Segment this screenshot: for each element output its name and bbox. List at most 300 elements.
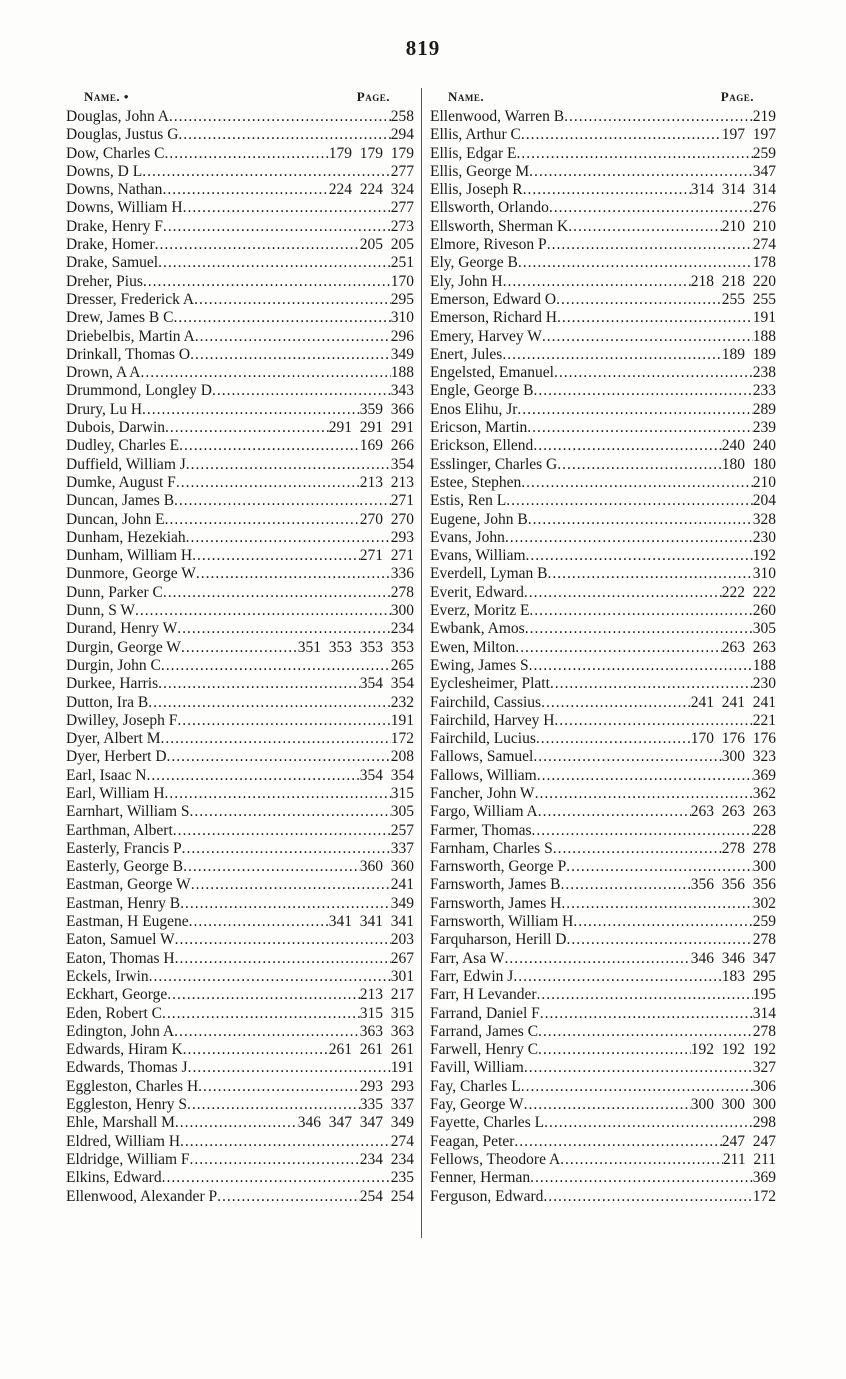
entry-name: Eastman, Henry B <box>66 894 181 912</box>
entry-name: Earthman, Albert <box>66 821 173 839</box>
entry-pages: 315 <box>390 784 414 802</box>
index-entry <box>430 145 776 163</box>
entry-pages: 278 <box>752 931 776 949</box>
dot-leader <box>174 1023 360 1041</box>
entry-name: Edington, John A <box>66 1022 175 1040</box>
entry-name: Farr, Asa W <box>430 949 505 967</box>
entry-name: Feagan, Peter <box>430 1132 515 1150</box>
dot-leader <box>556 291 722 309</box>
index-entry <box>66 511 414 529</box>
index-entry <box>430 181 776 199</box>
entry-pages: 300 <box>390 602 414 620</box>
index-entry <box>430 346 776 364</box>
index-entry <box>430 748 776 766</box>
dot-leader <box>190 1151 360 1169</box>
index-entry <box>430 401 776 419</box>
index-entry <box>66 1151 414 1169</box>
dot-leader <box>188 1059 391 1077</box>
entry-name: Eugene, John B <box>430 510 528 528</box>
dot-leader <box>186 529 391 547</box>
dot-leader <box>177 620 391 638</box>
index-entry <box>430 218 776 236</box>
entry-name: Engle, George B <box>430 382 534 400</box>
entry-pages: 221 <box>752 711 776 729</box>
entry-name: Edwards, Thomas J <box>66 1059 188 1077</box>
entry-pages: 360 360 <box>359 858 414 876</box>
entry-pages: 300 300 300 <box>690 1096 776 1114</box>
entry-pages: 260 <box>752 602 776 620</box>
entry-name: Farrand, James C <box>430 1022 539 1040</box>
dot-leader <box>538 1023 753 1041</box>
right-column-header <box>430 86 776 108</box>
entry-name: Ericson, Martin <box>430 419 528 437</box>
dot-leader <box>158 675 360 693</box>
dot-leader <box>573 913 752 931</box>
entry-pages: 254 254 <box>359 1187 414 1205</box>
entry-name: Everit, Edward <box>430 583 524 601</box>
entry-pages: 234 234 <box>359 1150 414 1168</box>
dot-leader <box>554 364 753 382</box>
entry-pages: 191 <box>390 711 414 729</box>
dot-leader <box>196 565 391 583</box>
dot-leader <box>553 840 722 858</box>
index-entry <box>66 401 414 419</box>
entry-pages: 234 <box>390 620 414 638</box>
dot-leader <box>158 254 391 272</box>
index-entry <box>66 968 414 986</box>
dot-leader <box>529 657 753 675</box>
entry-name: Dow, Charles C <box>66 144 165 162</box>
entry-pages: 210 <box>752 473 776 491</box>
entry-name: Eaton, Thomas H <box>66 949 175 967</box>
dot-leader <box>529 163 753 181</box>
entry-name: Durgin, George W <box>66 638 181 656</box>
dot-leader <box>198 1078 360 1096</box>
index-entry <box>66 986 414 1004</box>
dot-leader <box>541 694 691 712</box>
entry-name: Ellenwood, Warren B <box>430 108 565 125</box>
entry-name: Durgin, John C <box>66 656 161 674</box>
index-entry <box>66 145 414 163</box>
index-entry <box>66 1023 414 1041</box>
entry-name: Ehle, Marshall M <box>66 1114 175 1132</box>
entry-name: Elmore, Riveson P <box>430 236 547 254</box>
entry-pages: 267 <box>390 949 414 967</box>
entry-pages: 306 <box>752 1077 776 1095</box>
entry-name: Eyclesheimer, Platt <box>430 675 550 693</box>
dot-leader <box>179 437 360 455</box>
index-entry <box>430 822 776 840</box>
entry-name: Erickson, Ellend <box>430 437 534 455</box>
entry-pages: 183 295 <box>721 967 776 985</box>
entry-pages: 343 <box>390 382 414 400</box>
name-header: Name. <box>448 89 485 104</box>
index-entry <box>430 968 776 986</box>
entry-pages: 354 354 <box>359 675 414 693</box>
entry-name: Fay, Charles L <box>430 1077 521 1095</box>
entry-pages: 230 <box>752 528 776 546</box>
dot-leader <box>529 602 752 620</box>
index-entry <box>430 291 776 309</box>
index-entry <box>430 675 776 693</box>
entry-pages: 180 180 <box>721 455 776 473</box>
entry-pages: 258 <box>390 108 414 125</box>
dot-leader <box>180 1133 391 1151</box>
index-entry <box>66 1041 414 1059</box>
dot-leader <box>525 620 753 638</box>
entry-name: Easterly, George B <box>66 858 184 876</box>
entry-pages: 300 <box>752 858 776 876</box>
entry-name: Farnham, Charles S <box>430 839 553 857</box>
dot-leader <box>536 730 691 748</box>
index-entry <box>66 218 414 236</box>
entry-name: Edwards, Hiram K <box>66 1041 183 1059</box>
entry-name: Earl, Isaac N <box>66 766 147 784</box>
dot-leader <box>533 382 752 400</box>
index-entry <box>66 346 414 364</box>
index-entry <box>430 1078 776 1096</box>
dot-leader <box>162 1169 391 1187</box>
entry-name: Easterly, Francis P <box>66 839 182 857</box>
entry-name: Ewbank, Amos <box>430 620 525 638</box>
dot-leader <box>532 822 753 840</box>
index-entry <box>430 163 776 181</box>
entry-pages: 349 <box>390 345 414 363</box>
page-header: Page. <box>720 89 754 104</box>
index-entry <box>66 474 414 492</box>
entry-name: Evans, William <box>430 547 526 565</box>
index-entry <box>66 236 414 254</box>
dot-leader <box>537 767 753 785</box>
index-entry <box>430 602 776 620</box>
index-entry <box>66 108 414 126</box>
entry-name: Eggleston, Henry S <box>66 1096 187 1114</box>
index-entry <box>66 328 414 346</box>
dot-leader <box>526 547 753 565</box>
entry-name: Fancher, John W <box>430 784 535 802</box>
entry-name: Ferguson, Edward <box>430 1187 544 1205</box>
dot-leader <box>538 803 691 821</box>
index-entry <box>430 565 776 583</box>
entry-name: Ewen, Milton <box>430 638 516 656</box>
entry-pages: 356 356 356 <box>690 876 776 894</box>
entry-pages: 238 <box>752 364 776 382</box>
entry-pages: 305 <box>752 620 776 638</box>
entry-pages: 310 <box>390 309 414 327</box>
index-entry <box>430 931 776 949</box>
entry-pages: 346 347 347 349 <box>297 1114 414 1132</box>
dot-leader <box>502 346 721 364</box>
entry-pages: 172 <box>752 1187 776 1205</box>
entry-pages: 291 291 291 <box>328 419 414 437</box>
index-entry <box>430 511 776 529</box>
entry-pages: 240 240 <box>721 437 776 455</box>
entry-pages: 191 <box>752 309 776 327</box>
index-entry <box>66 584 414 602</box>
entry-name: Emery, Harvey W <box>430 327 542 345</box>
entry-pages: 278 <box>390 583 414 601</box>
dot-leader <box>142 163 391 181</box>
index-entry <box>66 1059 414 1077</box>
entry-pages: 278 278 <box>721 839 776 857</box>
index-entry <box>66 181 414 199</box>
index-entry <box>430 712 776 730</box>
entry-name: Eldred, William H <box>66 1132 181 1150</box>
entry-name: Downs, William H <box>66 199 183 217</box>
index-entry <box>66 1078 414 1096</box>
entry-name: Ely, George B <box>430 254 518 272</box>
entry-name: Ellis, George M <box>430 162 530 180</box>
entry-pages: 276 <box>752 199 776 217</box>
index-entry <box>66 748 414 766</box>
dot-leader <box>521 126 722 144</box>
entry-pages: 197 197 <box>721 126 776 144</box>
dot-leader <box>549 199 753 217</box>
index-entry <box>430 730 776 748</box>
entry-pages: 263 263 <box>721 638 776 656</box>
entry-pages: 265 <box>390 656 414 674</box>
dot-leader <box>542 328 753 346</box>
index-entry <box>66 199 414 217</box>
entry-pages: 188 <box>390 364 414 382</box>
index-entry <box>430 986 776 1004</box>
index-entry <box>66 364 414 382</box>
entry-pages: 314 <box>752 1004 776 1022</box>
entry-name: Estis, Ren L <box>430 492 507 510</box>
index-entry <box>66 291 414 309</box>
index-entry <box>430 840 776 858</box>
dot-leader <box>524 1096 691 1114</box>
entry-pages: 336 <box>390 565 414 583</box>
entry-pages: 178 <box>752 254 776 272</box>
dot-leader <box>143 273 391 291</box>
index-entry <box>66 767 414 785</box>
page-header: Page. <box>356 89 390 104</box>
index-entry <box>66 657 414 675</box>
index-entry <box>430 328 776 346</box>
entry-name: Dresser, Frederick A <box>66 290 195 308</box>
dot-leader <box>564 108 753 126</box>
index-entry <box>430 1133 776 1151</box>
dot-leader <box>146 767 359 785</box>
entry-pages: 263 263 263 <box>690 803 776 821</box>
entry-name: Drake, Samuel <box>66 254 159 272</box>
dot-leader <box>518 254 753 272</box>
dot-leader <box>212 382 391 400</box>
dot-leader <box>523 181 691 199</box>
dot-leader <box>163 218 391 236</box>
entry-name: Ellsworth, Sherman K <box>430 217 569 235</box>
dot-leader <box>183 858 360 876</box>
index-entry <box>430 1151 776 1169</box>
entry-pages: 271 <box>390 492 414 510</box>
entry-pages: 213 217 <box>359 986 414 1004</box>
entry-name: Eckels, Irwin <box>66 967 149 985</box>
entry-pages: 247 247 <box>721 1132 776 1150</box>
dot-leader <box>506 492 753 510</box>
entry-pages: 213 213 <box>359 473 414 491</box>
entry-name: Farnsworth, James B <box>430 876 561 894</box>
entry-pages: 232 <box>390 693 414 711</box>
entry-pages: 204 <box>752 492 776 510</box>
entry-name: Eden, Robert C <box>66 1004 162 1022</box>
index-entry <box>66 694 414 712</box>
entry-pages: 224 224 324 <box>328 181 414 199</box>
dot-leader <box>543 1188 752 1206</box>
index-entry <box>430 1005 776 1023</box>
index-entry <box>430 876 776 894</box>
dot-leader <box>148 694 391 712</box>
dot-leader <box>537 986 753 1004</box>
entry-name: Estee, Stephen <box>430 473 522 491</box>
entry-name: Esslinger, Charles G <box>430 455 558 473</box>
index-entry <box>430 126 776 144</box>
index-entry <box>66 602 414 620</box>
entry-pages: 369 <box>752 1169 776 1187</box>
index-entry <box>430 456 776 474</box>
entry-pages: 305 <box>390 803 414 821</box>
entry-name: Drake, Homer <box>66 236 155 254</box>
entry-pages: 241 241 241 <box>690 693 776 711</box>
entry-pages: 295 <box>390 290 414 308</box>
dot-leader <box>163 584 391 602</box>
dot-leader <box>186 456 391 474</box>
dot-leader <box>566 931 752 949</box>
index-entry <box>430 694 776 712</box>
dot-leader <box>175 1114 298 1132</box>
dot-leader <box>165 511 360 529</box>
dot-leader <box>183 1041 329 1059</box>
entry-name: Eggleston, Charles H <box>66 1077 199 1095</box>
entry-name: Earnhart, William S <box>66 803 190 821</box>
dot-leader <box>557 309 753 327</box>
entry-pages: 298 <box>752 1114 776 1132</box>
index-entry <box>430 199 776 217</box>
index-entry <box>430 1059 776 1077</box>
entry-name: Dyer, Albert M <box>66 730 161 748</box>
index-entry <box>66 1188 414 1206</box>
entry-pages: 222 222 <box>721 583 776 601</box>
dot-leader <box>149 968 391 986</box>
entry-pages: 257 <box>390 821 414 839</box>
entry-name: Durkee, Harris <box>66 675 159 693</box>
index-entry <box>66 419 414 437</box>
index-entry <box>66 840 414 858</box>
entry-pages: 328 <box>752 510 776 528</box>
index-entry <box>430 108 776 126</box>
entry-name: Duncan, James B <box>66 492 175 510</box>
index-entry <box>66 492 414 510</box>
index-entry <box>66 730 414 748</box>
index-entry <box>66 529 414 547</box>
index-entry <box>66 895 414 913</box>
dot-leader <box>174 492 391 510</box>
index-entry <box>430 913 776 931</box>
entry-pages: 241 <box>390 876 414 894</box>
entry-name: Ewing, James S <box>430 656 529 674</box>
index-entry <box>66 309 414 327</box>
entry-pages: 169 266 <box>359 437 414 455</box>
entry-name: Earl, William H <box>66 784 165 802</box>
entry-name: Douglas, Justus G <box>66 126 179 144</box>
entry-pages: 351 353 353 353 <box>297 638 414 656</box>
dot-leader <box>560 1151 723 1169</box>
entry-name: Eldridge, William F <box>66 1150 190 1168</box>
entry-name: Fellows, Theodore A <box>430 1150 561 1168</box>
dot-leader <box>548 565 753 583</box>
entry-name: Ellis, Joseph R <box>430 181 523 199</box>
dot-leader <box>187 1096 360 1114</box>
dot-leader <box>180 895 391 913</box>
entry-pages: 347 <box>752 162 776 180</box>
dot-leader <box>515 639 722 657</box>
dot-leader <box>155 236 360 254</box>
entry-pages: 362 <box>752 784 776 802</box>
entry-name: Dumke, August F <box>66 473 176 491</box>
page-number: 819 <box>405 36 441 60</box>
entry-pages: 363 363 <box>359 1022 414 1040</box>
entry-pages: 208 <box>390 748 414 766</box>
index-entry <box>66 785 414 803</box>
entry-pages: 205 205 <box>359 236 414 254</box>
entry-pages: 293 293 <box>359 1077 414 1095</box>
entry-pages: 277 <box>390 162 414 180</box>
entry-pages: 239 <box>752 419 776 437</box>
dot-leader <box>195 328 391 346</box>
dot-leader <box>561 895 752 913</box>
entry-pages: 259 <box>752 913 776 931</box>
index-entry <box>66 639 414 657</box>
entry-name: Fairchild, Harvey H <box>430 711 555 729</box>
entry-name: Enos Elihu, Jr <box>430 400 518 418</box>
name-header: Name. • <box>84 89 129 104</box>
entry-pages: 327 <box>752 1059 776 1077</box>
entry-name: Fallows, Samuel <box>430 748 534 766</box>
index-entry <box>66 712 414 730</box>
entry-name: Everdell, Lyman B <box>430 565 548 583</box>
entry-pages: 255 255 <box>721 290 776 308</box>
entry-pages: 210 210 <box>721 217 776 235</box>
entry-name: Driebelbis, Martin A <box>66 327 195 345</box>
dot-leader <box>530 1169 753 1187</box>
index-entry <box>430 492 776 510</box>
entry-pages: 354 <box>390 455 414 473</box>
dot-leader <box>165 785 391 803</box>
left-column-header <box>66 86 414 108</box>
entry-name: Fairchild, Lucius <box>430 730 536 748</box>
index-entry <box>430 236 776 254</box>
entry-name: Farmer, Thomas <box>430 821 532 839</box>
right-entry-list <box>430 108 776 1206</box>
entry-pages: 179 179 179 <box>328 144 414 162</box>
entry-name: Douglas, John A <box>66 108 169 125</box>
entry-name: Ellis, Edgar E <box>430 144 517 162</box>
dot-leader <box>544 1114 753 1132</box>
entry-pages: 359 366 <box>359 400 414 418</box>
index-entry <box>66 876 414 894</box>
dot-leader <box>161 730 391 748</box>
dot-leader <box>191 876 391 894</box>
entry-name: Farr, Edwin J <box>430 967 514 985</box>
entry-pages: 270 270 <box>359 510 414 528</box>
entry-pages: 219 <box>752 108 776 125</box>
index-entry <box>430 767 776 785</box>
dot-leader <box>190 803 391 821</box>
entry-pages: 335 337 <box>359 1096 414 1114</box>
entry-name: Eastman, H Eugene <box>66 913 189 931</box>
index-entry <box>66 803 414 821</box>
index-entry <box>430 529 776 547</box>
